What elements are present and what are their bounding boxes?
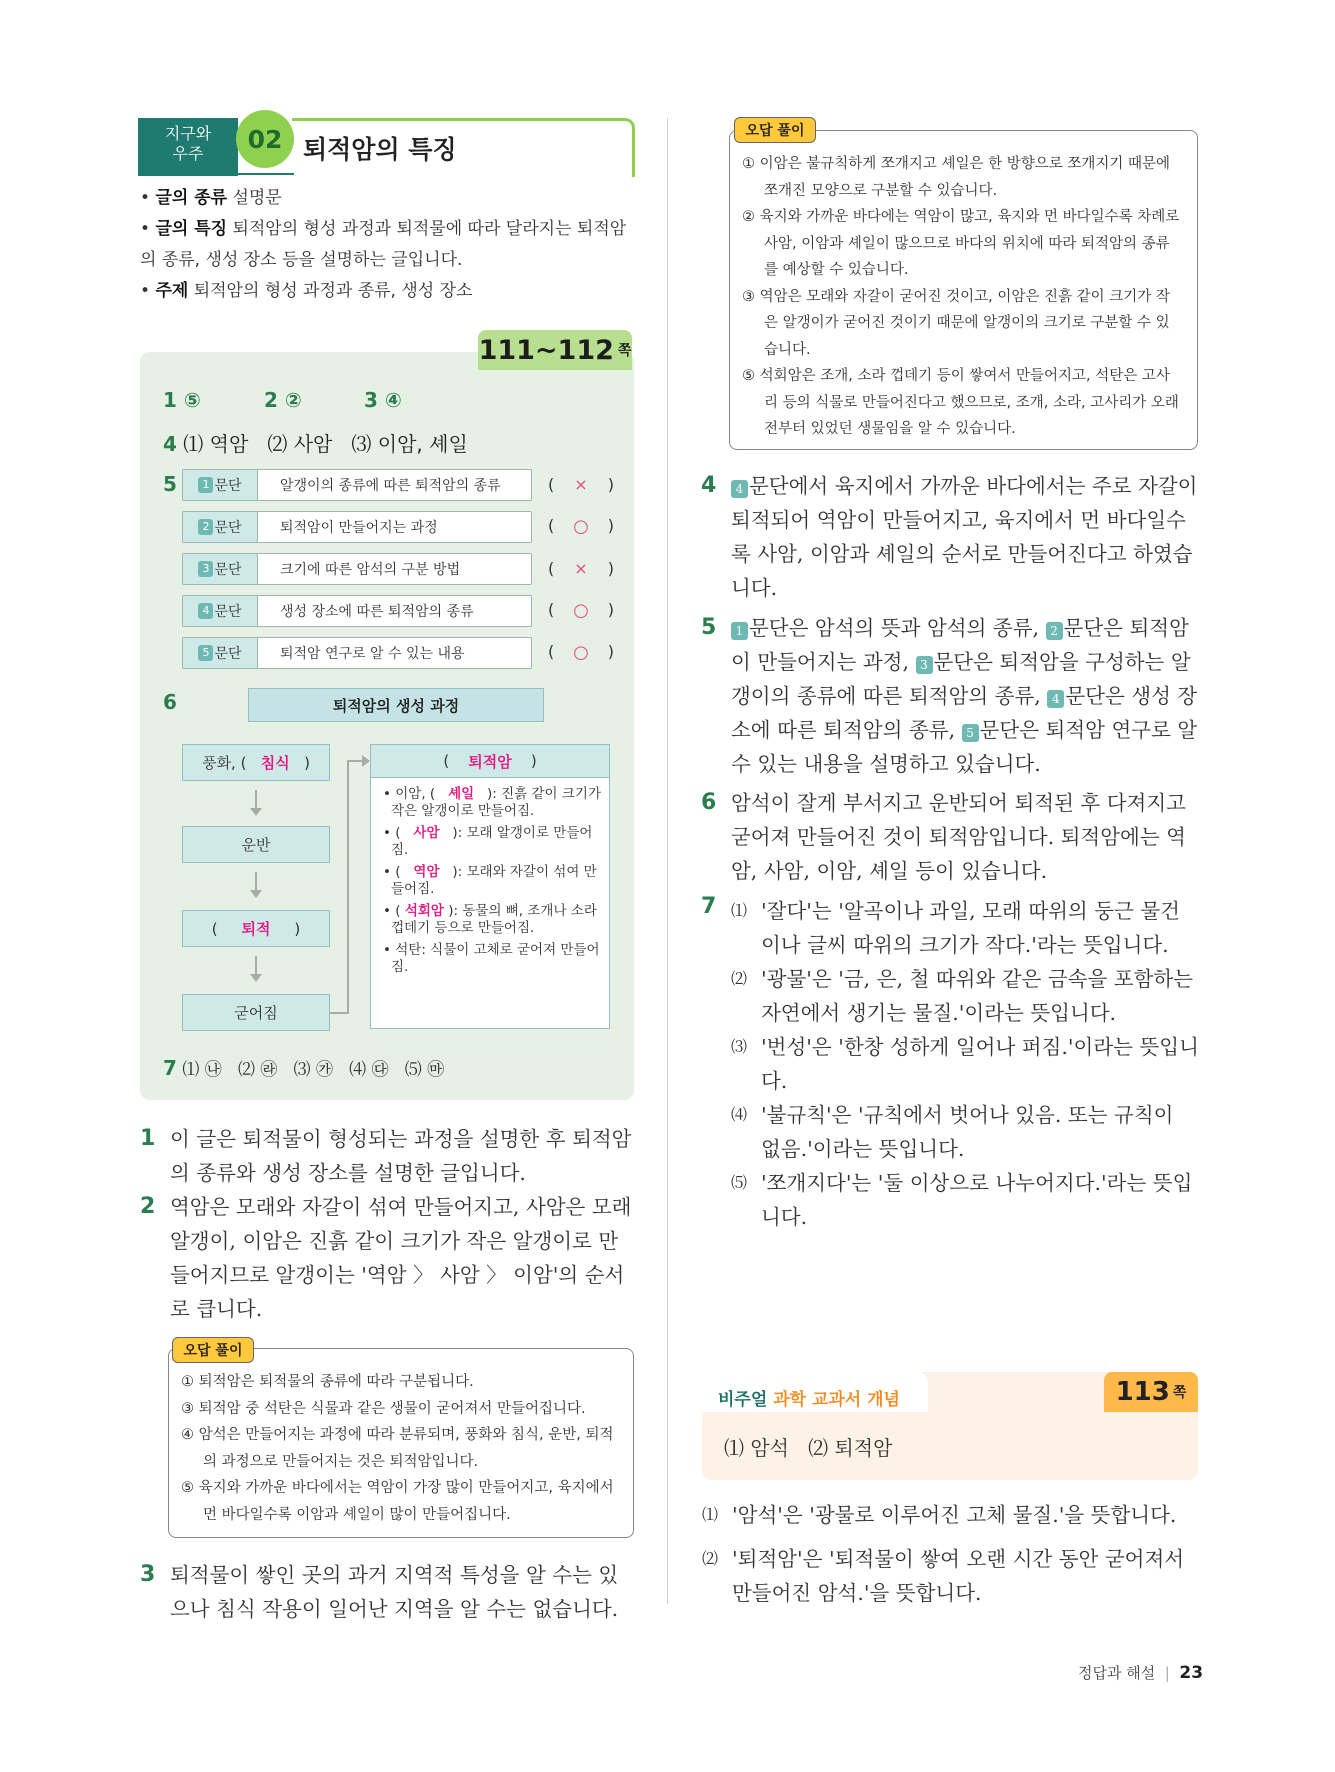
connector-line bbox=[347, 760, 363, 762]
answer-6-number: 6 bbox=[163, 690, 177, 714]
list-item: • ( 사암 ): 모래 알갱이로 만들어짐. bbox=[383, 825, 593, 858]
visual-concept-title: 비주얼 과학 교과서 개념 bbox=[718, 1390, 900, 1410]
diagram-step-hardening: 굳어짐 bbox=[182, 994, 330, 1031]
paragraph-row bbox=[182, 637, 532, 669]
list-item: ① 이암은 불규칙하게 쪼개지고 셰일은 한 방향으로 쪼개지기 때문에 쪼개진 모양으로 구분할 수 있습니다. bbox=[742, 156, 1171, 199]
meta-feature: • 글의 특징 퇴적암의 형성 과정과 퇴적물에 따라 달라지는 퇴적암의 종류, 생성 장소 등을 설명하는 글입니다. bbox=[140, 219, 627, 270]
wrong-answer-box-right bbox=[729, 130, 1198, 450]
arrow-down-icon bbox=[250, 974, 262, 982]
answer-7: 7 ⑴ ㉯ ⑵ ㉱ ⑶ ㉮ ⑷ ㉰ ⑸ ㉲ bbox=[163, 1056, 445, 1080]
answer-page-tag: 111~112 쪽 bbox=[478, 330, 632, 370]
lesson-number: 02 bbox=[236, 110, 294, 168]
answer-3: 3 ④ bbox=[364, 388, 402, 412]
list-item: ⑤ 육지와 가까운 바다에서는 역암이 가장 많이 만들어지고, 육지에서 먼 바다일수록 이암과 셰일이 많이 만들어집니다. bbox=[181, 1480, 614, 1523]
paragraph-desc: 퇴적암 연구로 알 수 있는 내용 bbox=[280, 646, 465, 662]
paragraph-badge: 3 bbox=[916, 656, 933, 674]
paragraph-row bbox=[182, 511, 532, 543]
note-item: ⑴ '암석'은 '광물로 이루어진 고체 물질.'을 뜻합니다. bbox=[702, 1503, 1177, 1527]
answer-5-number: 5 bbox=[163, 472, 177, 496]
list-item: ① 퇴적암은 퇴적물의 종류에 따라 구분됩니다. bbox=[181, 1374, 474, 1390]
paragraph-mark: ( ○ ) bbox=[548, 516, 614, 537]
visual-page-tag: 113 쪽 bbox=[1104, 1372, 1198, 1412]
meta-theme: • 주제 퇴적암의 형성 과정과 종류, 생성 장소 bbox=[140, 281, 473, 301]
diagram-sedimentary-rock-box bbox=[370, 744, 610, 1029]
list-item: • 석탄: 식물이 고체로 굳어져 만들어짐. bbox=[383, 942, 600, 975]
paragraph-badge: 5 bbox=[962, 724, 979, 742]
vocab-item: ⑷ '불규칙'은 '규칙에서 벗어나 있음. 또는 규칙이 없음.'이라는 뜻입니다. bbox=[731, 1103, 1174, 1161]
header-underline bbox=[138, 173, 294, 175]
list-item: ③ 퇴적암 중 석탄은 식물과 같은 생물이 굳어져서 만들어집니다. bbox=[181, 1400, 586, 1417]
category-badge bbox=[138, 118, 238, 176]
vocab-item: ⑸ '쪼개지다'는 '둘 이상으로 나누어지다.'라는 뜻입니다. bbox=[731, 1171, 1193, 1229]
paragraph-badge: 4 bbox=[731, 480, 748, 498]
explanation-6: 6 암석이 잘게 부서지고 운반되어 퇴적된 후 다져지고 굳어져 만들어진 것이 퇴적암입니다. 퇴적암에는 역암, 사암, 이암, 셰일 등이 있습니다. bbox=[701, 790, 1186, 883]
paragraph-badge: 4 bbox=[1047, 690, 1064, 708]
diagram-right-header: ( 퇴적암 ) bbox=[371, 745, 609, 778]
arrow-right-icon bbox=[362, 755, 370, 767]
rock-type-list bbox=[371, 778, 609, 976]
explanation-3: 3 퇴적물이 쌓인 곳의 과거 지역적 특성을 알 수는 있으나 침식 작용이 일어난 지역을 알 수는 없습니다. bbox=[140, 1562, 619, 1621]
wrong-answer-list bbox=[169, 1349, 633, 1528]
paragraph-label: 3 문단 bbox=[183, 554, 258, 584]
list-item: • 이암, ( 셰일 ): 진흙 같이 크기가 작은 알갱이로 만들어짐. bbox=[383, 786, 602, 819]
paragraph-desc: 알갱이의 종류에 따른 퇴적암의 종류 bbox=[280, 478, 501, 494]
paragraph-badge: 1 bbox=[731, 622, 748, 640]
paragraph-row bbox=[182, 595, 532, 627]
visual-answer: ⑴ 암석 ⑵ 퇴적암 bbox=[724, 1436, 893, 1460]
paragraph-mark: ( × ) bbox=[548, 559, 614, 578]
vocab-item: ⑶ '번성'은 '한창 성하게 일어나 퍼짐.'이라는 뜻입니다. bbox=[731, 1035, 1199, 1093]
list-item: ⑤ 석회암은 조개, 소라 껍데기 등이 쌓여서 만들어지고, 석탄은 고사리 등의 식물로 만들어진다고 했으므로, 조개, 소라, 고사리가 오래전부터 있었던 생물임을 알 수 있습니다. bbox=[742, 368, 1179, 437]
list-item: ③ 역암은 모래와 자갈이 굳어진 것이고, 이암은 진흙 같이 크기가 작은 알갱이가 굳어진 것이기 때문에 알갱이의 크기로 구분할 수 있습니다. bbox=[742, 288, 1170, 358]
explanation-5: 5 1 문단은 암석의 뜻과 암석의 종류, 2 문단은 퇴적암이 만들어지는 과정, 3 문단은 퇴적암을 구성하는 알갱이의 종류에 따른 퇴적암의 종류, 4 문단은 생성 장소에 따른 퇴적암의 종류, 5 문단은 퇴적암 연구로 알 수 있는 내용을 설명하고 있습니다. bbox=[701, 615, 1198, 776]
paragraph-desc: 크기에 따른 암석의 구분 방법 bbox=[280, 562, 461, 578]
paragraph-desc: 퇴적암이 만들어지는 과정 bbox=[280, 520, 438, 536]
arrow-line bbox=[255, 872, 257, 892]
column-divider bbox=[667, 118, 668, 1604]
diagram-title: 퇴적암의 생성 과정 bbox=[248, 688, 544, 722]
list-item: ② 육지와 가까운 바다에는 역암이 많고, 육지와 먼 바다일수록 차례로 사암, 이암과 셰일이 많으므로 바다의 위치에 따라 퇴적암의 종류를 예상할 수 있습니다. bbox=[742, 209, 1180, 278]
arrow-down-icon bbox=[250, 890, 262, 898]
connector-line bbox=[347, 760, 349, 1014]
wrong-answer-tag: 오답 풀이 bbox=[734, 117, 816, 143]
paragraph-mark: ( × ) bbox=[548, 475, 614, 494]
diagram-step-deposition: ( 퇴적 ) bbox=[182, 910, 330, 947]
category-line1: 지구와 bbox=[164, 124, 212, 143]
paragraph-label: 1 문단 bbox=[183, 470, 258, 500]
explanation-4: 4 4 문단에서 육지에서 가까운 바다에서는 주로 자갈이 퇴적되어 역암이 만들어지고, 육지에서 먼 바다일수록 사암, 이암과 셰일의 순서로 만들어진다고 하였습니다. bbox=[701, 473, 1198, 600]
arrow-down-icon bbox=[250, 808, 262, 816]
answer-1: 1 ⑤ bbox=[163, 388, 201, 412]
vocab-item: ⑴ '잘다'는 '알곡이나 과일, 모래 따위의 둥근 물건이나 글씨 따위의 크기가 작다.'라는 뜻입니다. bbox=[731, 899, 1180, 957]
vocab-item: ⑵ '광물'은 '금, 은, 철 따위와 같은 금속을 포함하는 자연에서 생기는 물질.'이라는 뜻입니다. bbox=[731, 967, 1194, 1025]
wrong-answer-list bbox=[730, 131, 1197, 443]
list-item: • ( 석회암 ): 동물의 뼈, 조개나 소라 껍데기 등으로 만들어짐. bbox=[383, 903, 597, 936]
paragraph-desc: 생성 장소에 따른 퇴적암의 종류 bbox=[280, 604, 474, 620]
diagram-step-weathering: 풍화, ( 침식 ) bbox=[182, 744, 330, 781]
arrow-line bbox=[255, 956, 257, 976]
explanation-2: 2 역암은 모래와 자갈이 섞여 만들어지고, 사암은 모래 알갱이, 이암은 진흙 같이 크기가 작은 알갱이로 만들어지므로 알갱이는 '역암 〉 사암 〉 이암'의 순서로 큽니다. bbox=[140, 1194, 632, 1321]
meta-genre: • 글의 종류 설명문 bbox=[140, 188, 282, 208]
arrow-line bbox=[255, 790, 257, 810]
paragraph-mark: ( ○ ) bbox=[548, 642, 614, 663]
visual-notes bbox=[702, 1498, 1200, 1610]
paragraph-row bbox=[182, 469, 532, 501]
list-item: ④ 암석은 만들어지는 과정에 따라 분류되며, 풍화와 침식, 운반, 퇴적의 과정으로 만들어지는 것은 퇴적암입니다. bbox=[181, 1427, 614, 1470]
connector-line bbox=[330, 1012, 348, 1014]
paragraph-badge: 2 bbox=[1046, 622, 1063, 640]
explanation-7: 7 ⑴ '잘다'는 '알곡이나 과일, 모래 따위의 둥근 물건이나 글씨 따위의 크기가 작다.'라는 뜻입니다. ⑵ '광물'은 '금, 은, 철 따위와 같은 금속을 포함하는 자연에서 생기는 물질.'이라는 뜻입니다. ⑶ '번성'은 '한창 성하게 일어나 퍼짐.'이라는 뜻입니다. ⑷ '불규칙'은 '규칙에서 벗어나 있음. 또는 규칙이 없음.'이라는 뜻입니다. ⑸ '쪼개지다'는 '둘 이상으로 나누어지다.'라는 뜻입니다. bbox=[731, 894, 1199, 1234]
paragraph-mark: ( ○ ) bbox=[548, 600, 614, 621]
paragraph-label: 5 문단 bbox=[183, 638, 258, 668]
category-line2: 우주 bbox=[172, 144, 204, 163]
list-item: • ( 역암 ): 모래와 자갈이 섞여 만들어짐. bbox=[383, 864, 597, 897]
wrong-answer-box-left bbox=[168, 1348, 634, 1538]
explanation-1: 1 이 글은 퇴적물이 형성되는 과정을 설명한 후 퇴적암의 종류와 생성 장소를 설명한 글입니다. bbox=[140, 1126, 632, 1185]
page-footer: 정답과 해설 | 23 bbox=[1078, 1663, 1204, 1683]
diagram-step-transport: 운반 bbox=[182, 826, 330, 863]
page-title: 퇴적암의 특징 bbox=[303, 135, 457, 164]
answer-4: 4 ⑴ 역암 ⑵ 사암 ⑶ 이암, 셰일 bbox=[163, 432, 468, 456]
paragraph-row bbox=[182, 553, 532, 585]
answer-2: 2 ② bbox=[264, 388, 302, 412]
wrong-answer-tag: 오답 풀이 bbox=[172, 1337, 254, 1363]
paragraph-label: 4 문단 bbox=[183, 596, 258, 626]
note-item: ⑵ '퇴적암'은 '퇴적물이 쌓여 오랜 시간 동안 굳어져서 만들어진 암석.'을 뜻합니다. bbox=[702, 1547, 1185, 1605]
paragraph-label: 2 문단 bbox=[183, 512, 258, 542]
